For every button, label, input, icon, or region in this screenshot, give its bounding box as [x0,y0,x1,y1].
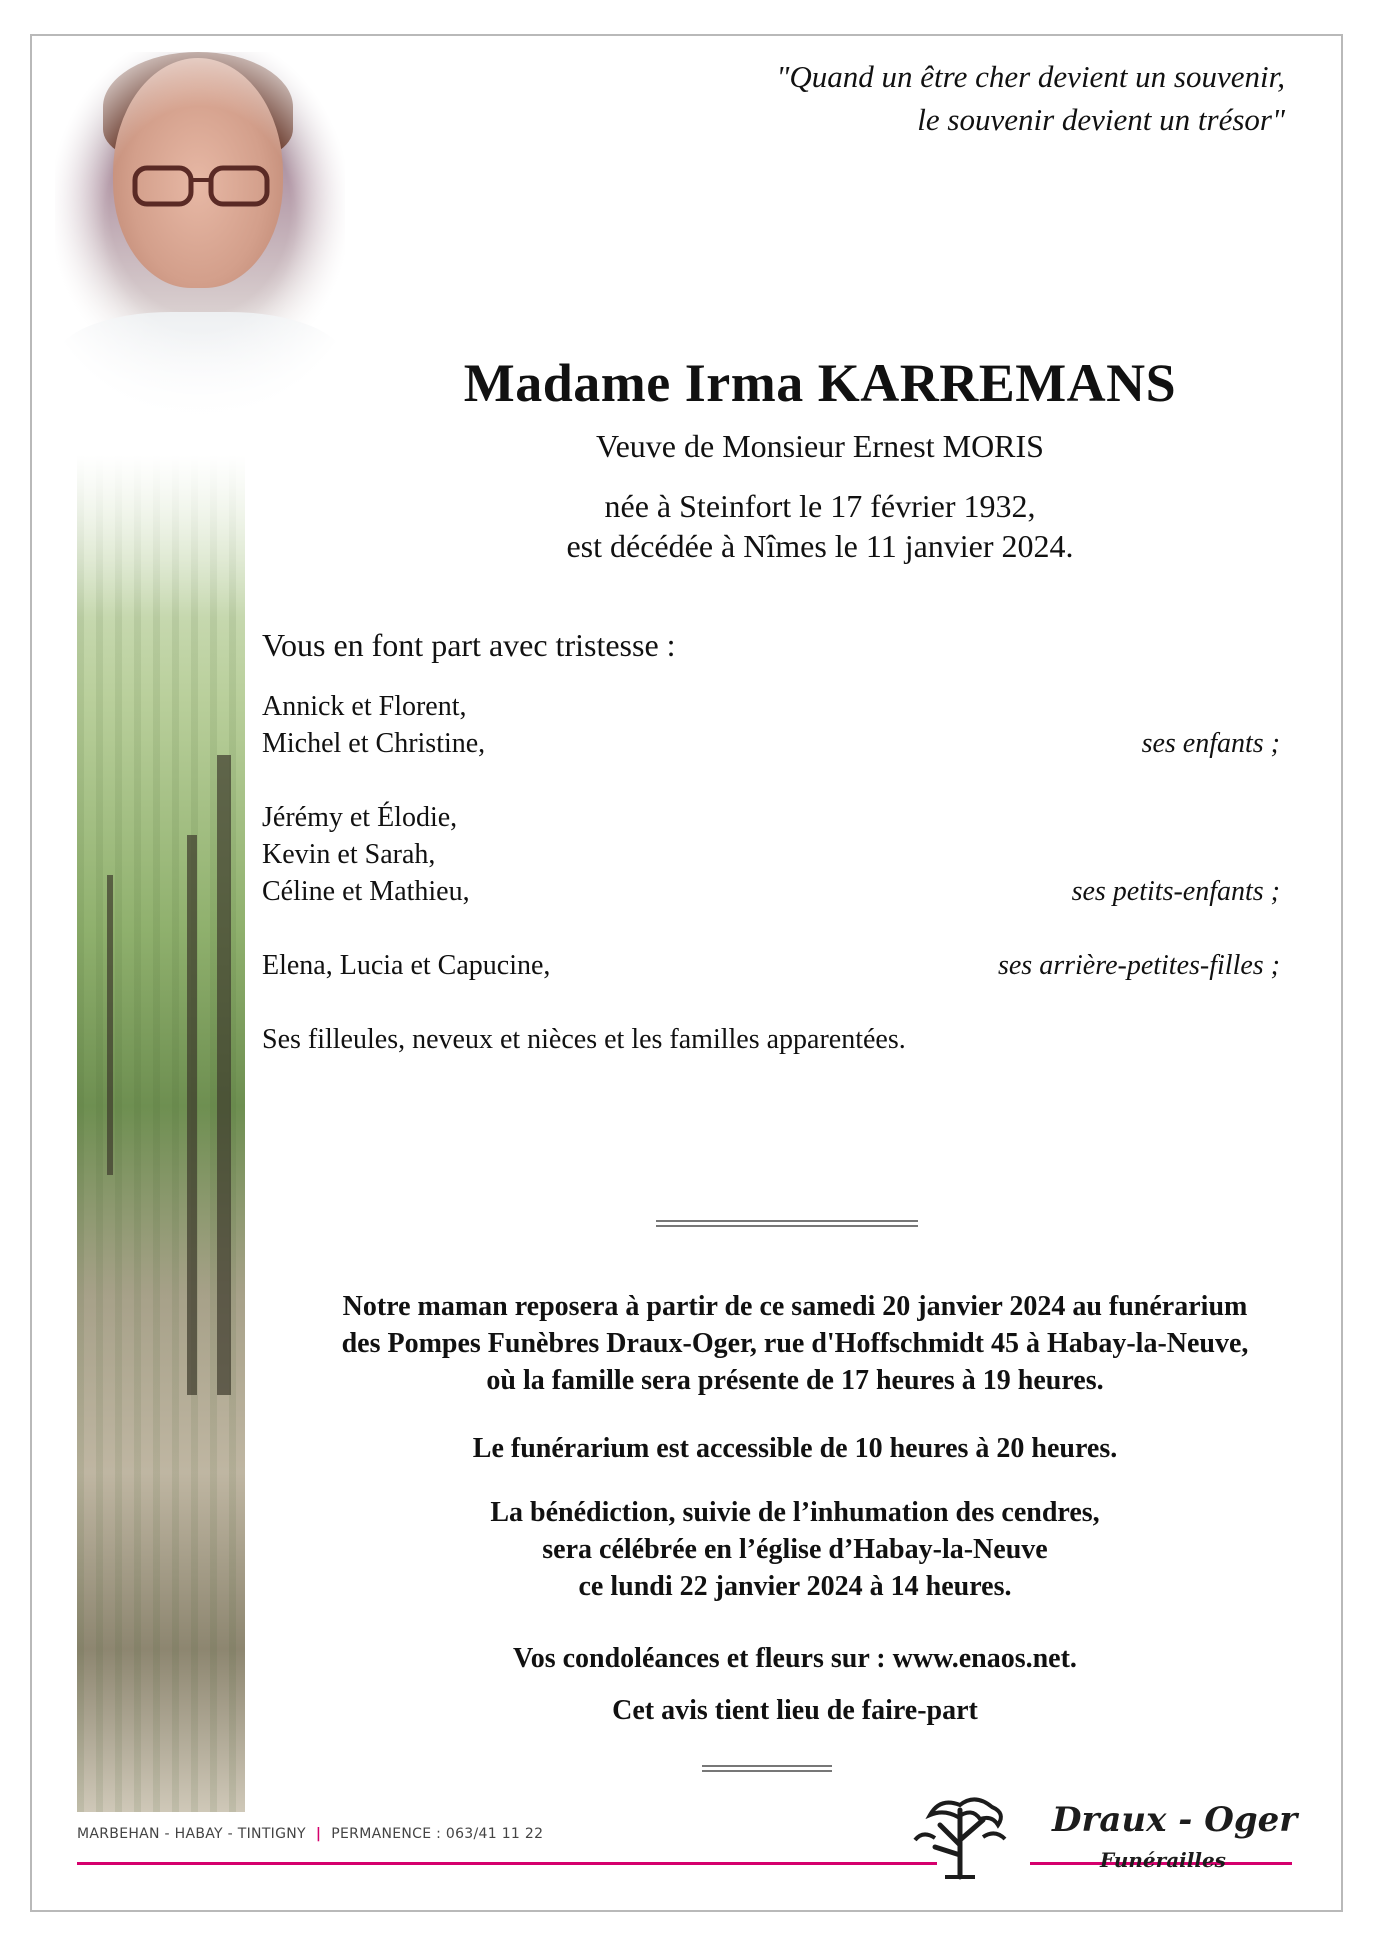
memorial-quote [776,55,1285,141]
birth-info: née à Steinfort le 17 février 1932, [604,488,1036,524]
tree-icon [905,1785,1015,1880]
footer-accent-line [77,1862,937,1865]
footer-contact [77,1826,543,1842]
company-logo-name: Draux - Oger [1052,1800,1298,1840]
family-name: Ses filleules, neveux et nièces et les familles apparentées. [262,1024,906,1055]
ceremony-line-2: sera célébrée en l’église d’Habay-la-Neuve [542,1534,1048,1565]
footer-separator: | [315,1826,322,1842]
notice-text: Cet avis tient lieu de faire-part [612,1695,978,1726]
bottom-divider [702,1765,832,1772]
widow-of: Veuve de Monsieur Ernest MORIS [596,428,1044,464]
family-name: Michel et Christine, [262,728,486,759]
funerarium-hours: Le funérarium est accessible de 10 heures à 20 heures. [472,1433,1118,1464]
tree-trunk [217,755,231,1395]
family-relation: ses arrière-petites-filles ; [997,950,1280,981]
family-group-children [262,688,1280,762]
family-row [262,799,1280,836]
section-divider [656,1220,918,1227]
family-name: Annick et Florent, [262,691,467,722]
family-row [262,947,1280,984]
ceremony-line-1: La bénédiction, suivie de l’inhumation des cendres, [490,1497,1100,1528]
family-name: Jérémy et Élodie, [262,802,458,833]
family-row [262,725,1280,762]
quote-line-1: "Quand un être cher devient un souvenir, [776,59,1285,94]
family-group-great-grandchildren [262,947,1280,984]
footer-locations: MARBEHAN - HABAY - TINTIGNY [77,1826,306,1842]
family-name: Céline et Mathieu, [262,876,470,907]
death-info: est décédée à Nîmes le 11 janvier 2024. [566,528,1074,564]
family-relation: ses enfants ; [1141,728,1280,759]
company-logo-subtitle: Funérailles [1100,1848,1226,1872]
deceased-name: Madame Irma KARREMANS [463,353,1177,413]
funerarium-line-2: des Pompes Funèbres Draux-Oger, rue d'Hoffschmidt 45 à Habay-la-Neuve, [341,1328,1249,1359]
ceremony-info [260,1494,1330,1605]
family-others [262,1021,1280,1058]
funerarium-line-3: où la famille sera présente de 17 heures à 19 heures. [486,1365,1104,1396]
family-group-grandchildren [262,799,1280,910]
ceremony-line-3: ce lundi 22 janvier 2024 à 14 heures. [578,1571,1012,1602]
family-row [262,1021,1280,1058]
family-row [262,873,1280,910]
footer-permanence: PERMANENCE : 063/41 11 22 [331,1826,544,1842]
family-row [262,688,1280,725]
funerarium-info [260,1288,1330,1399]
family-name: Kevin et Sarah, [262,839,436,870]
funerarium-line-1: Notre maman reposera à partir de ce samedi 20 janvier 2024 au funérarium [342,1291,1248,1322]
condolences-info: Vos condoléances et fleurs sur : www.enaos.net. [513,1643,1077,1674]
quote-line-2: le souvenir devient un trésor" [917,102,1285,137]
family-relation: ses petits-enfants ; [1071,876,1280,907]
family-name: Elena, Lucia et Capucine, [262,950,551,981]
tree-trunk [187,835,197,1395]
tree-trunk [107,875,113,1175]
forest-path-image [77,455,245,1812]
family-row [262,836,1280,873]
family-intro: Vous en font part avec tristesse : [262,627,676,663]
